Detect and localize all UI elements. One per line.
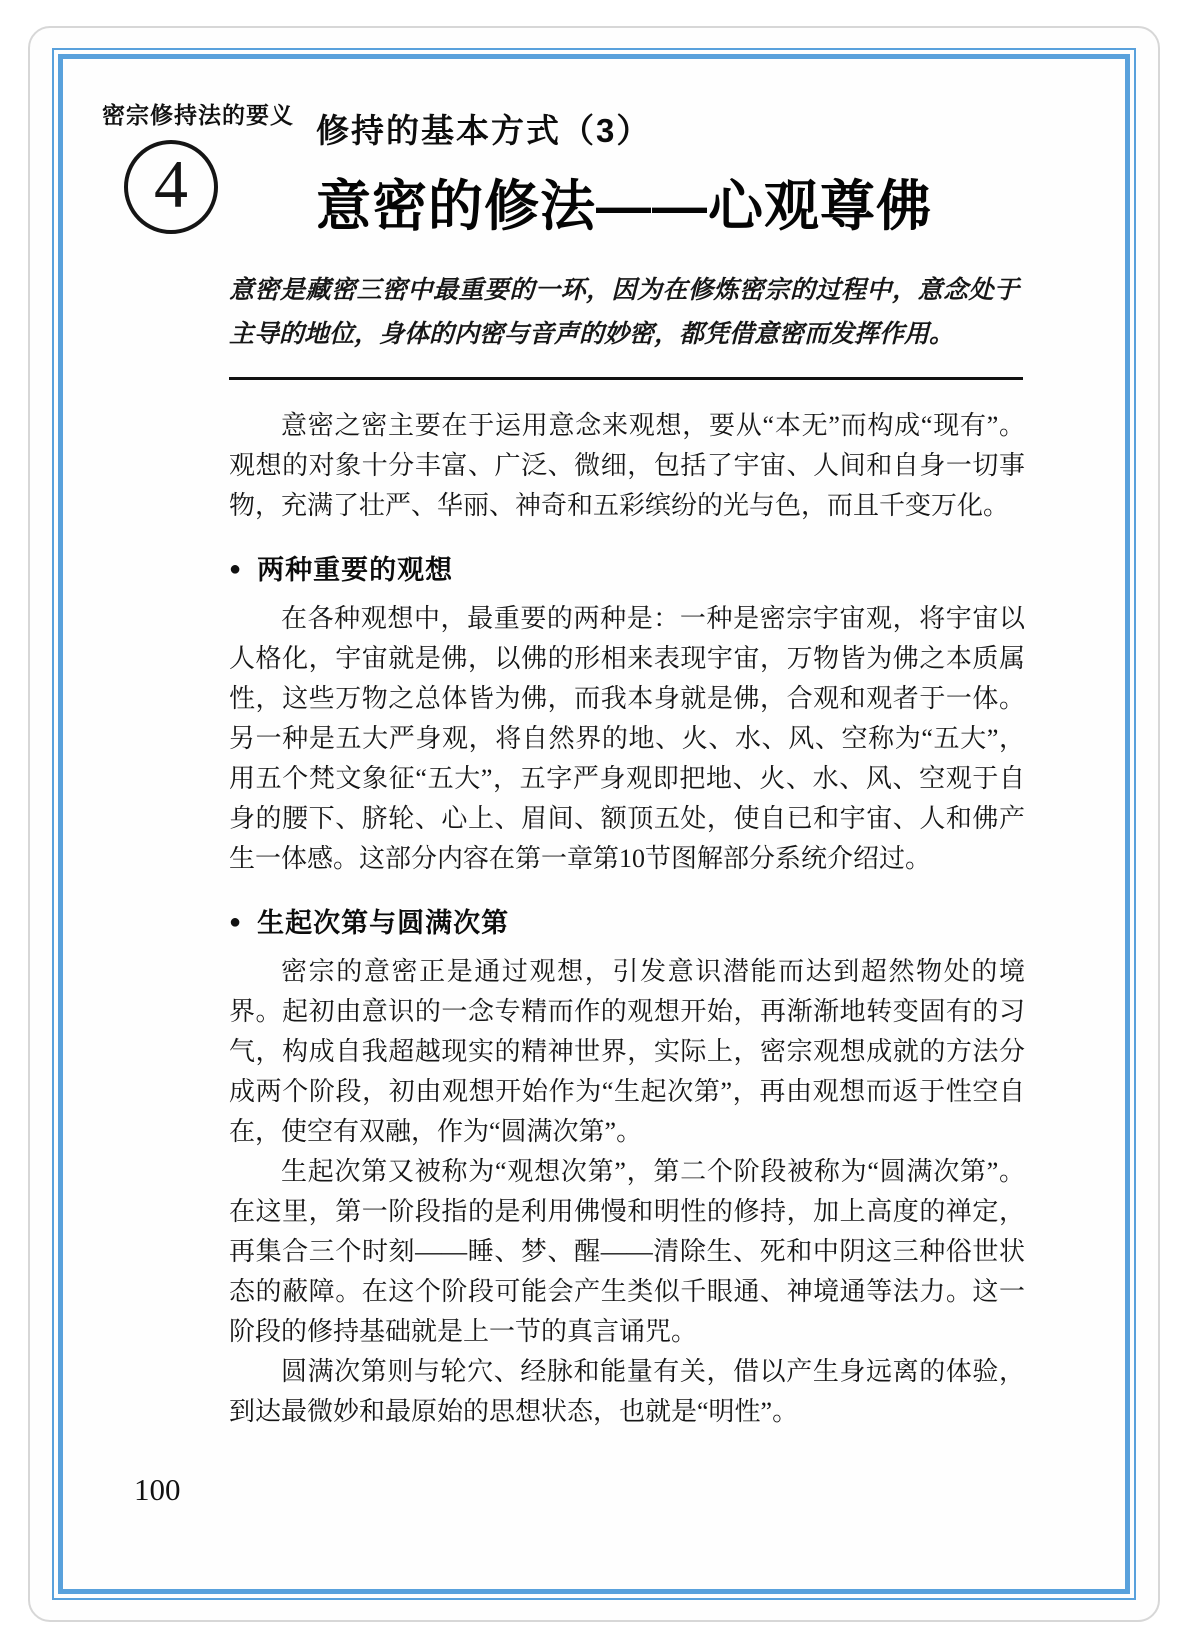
page-title: 意密的修法——心观尊佛: [316, 175, 933, 237]
chapter-header: [102, 97, 1085, 241]
section-heading-label: 两种重要的观想: [257, 555, 454, 585]
chapter-number-badge: 4: [124, 140, 218, 234]
title-block: [288, 97, 932, 241]
section-heading-label: 生起次第与圆满次第: [257, 908, 510, 938]
series-kicker: 密宗修持法的要义: [102, 102, 294, 128]
paragraph: 圆满次第则与轮穴、经脉和能量有关，借以产生身远离的体验，到达最微妙和最原始的思想状态，也就是“明性”。: [229, 1357, 1025, 1426]
bullet-icon: ●: [229, 910, 242, 933]
text-column: [229, 269, 1025, 1432]
page-number: 100: [134, 1472, 181, 1507]
paragraph: 生起次第又被称为“观想次第”，第二个阶段被称为“圆满次第”。在这里，第一阶段指的是利用佛慢和明性的修持，加上高度的禅定，再集合三个时刻——睡、梦、醒——清除生、死和中阴这三种俗世状态的蔽障。在这个阶段可能会产生类似千眼通、神境通等法力。这一阶段的修持基础就是上一节的真言诵咒。: [229, 1157, 1025, 1346]
paragraph: 密宗的意密正是通过观想，引发意识潜能而达到超然物处的境界。起初由意识的一念专精而作的观想开始，再渐渐地转变固有的习气，构成自我超越现实的精神世界，实际上，密宗观想成就的方法分成两个阶段，初由观想开始作为“生起次第”，再由观想而返于性空自在，使空有双融，作为“圆满次第”。: [229, 957, 1025, 1146]
section-heading-generation-completion: [229, 901, 1025, 940]
bullet-icon: ●: [229, 557, 242, 580]
section-heading-two-visualizations: [229, 548, 1025, 587]
section-divider: [229, 377, 1023, 380]
inner-blue-frame: [58, 54, 1130, 1594]
paragraph: 意密之密主要在于运用意念来观想，要从“本无”而构成“现有”。观想的对象十分丰富、广泛、微细，包括了宇宙、人间和自身一切事物，充满了壮严、华丽、神奇和五彩缤纷的光与色，而且千变万化。: [229, 411, 1025, 520]
intro-abstract: 意密是藏密三密中最重要的一环，因为在修炼密宗的过程中，意念处于主导的地位，身体的内密与音声的妙密，都凭借意密而发挥作用。: [229, 277, 1019, 348]
outer-blue-frame: [52, 48, 1136, 1600]
chapter-badge-block: [102, 97, 294, 234]
chapter-subtitle: 修持的基本方式（3）: [316, 112, 652, 149]
page-content: [63, 59, 1125, 1589]
page-card: [28, 26, 1160, 1622]
paragraph: 在各种观想中，最重要的两种是：一种是密宗宇宙观，将宇宙以人格化，宇宙就是佛，以佛的形相来表现宇宙，万物皆为佛之本质属性，这些万物之总体皆为佛，而我本身就是佛，合观和观者于一体。另一种是五大严身观，将自然界的地、火、水、风、空称为“五大”，用五个梵文象征“五大”，五字严身观即把地、火、水、风、空观于自身的腰下、脐轮、心上、眉间、额顶五处，使自已和宇宙、人和佛产生一体感。这部分内容在第一章第10节图解部分系统介绍过。: [229, 604, 1025, 873]
